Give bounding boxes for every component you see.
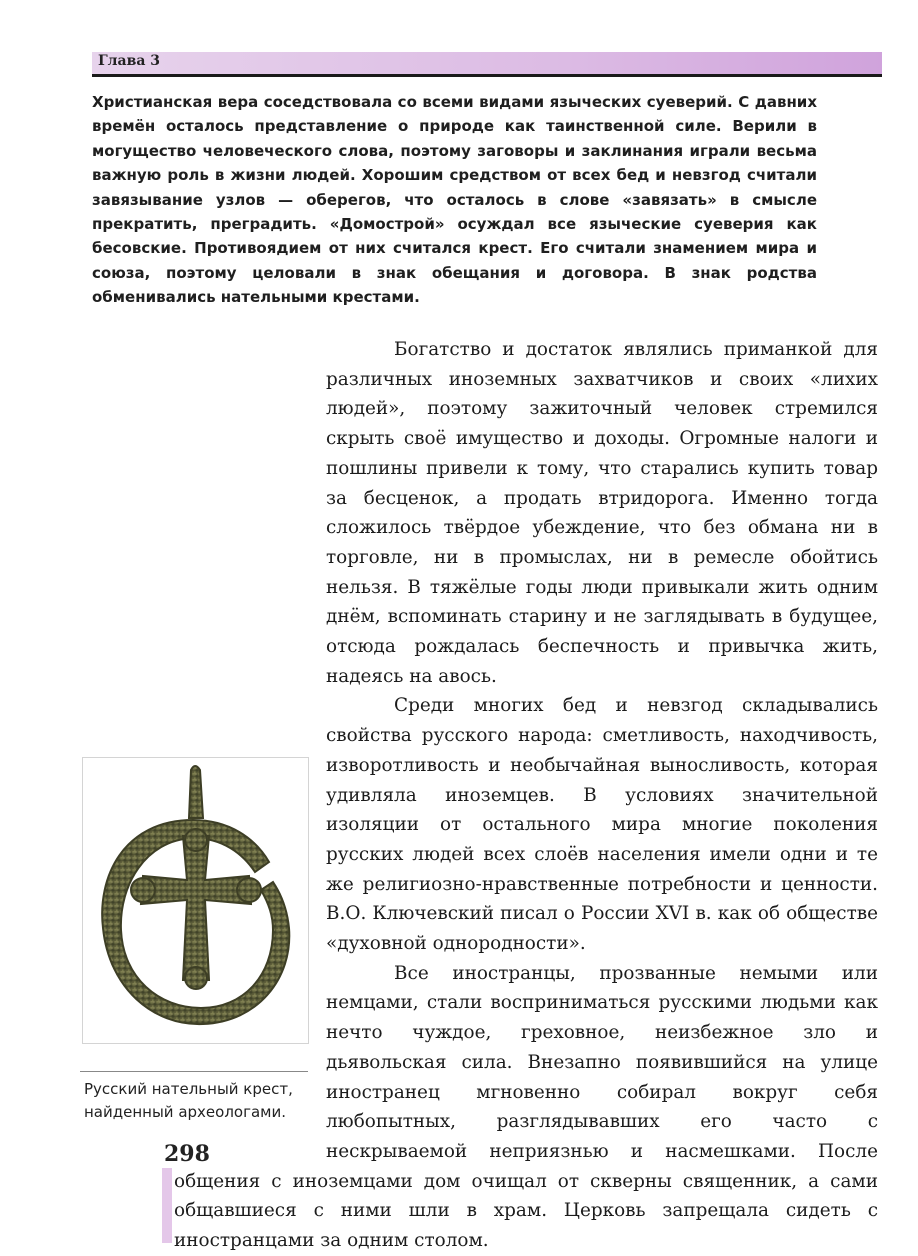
paragraph-qualities: Среди многих бед и невзгод складывались свойства русского народа: сметливость, находчивость, изворотливость и необычайная выносливость, которая удивляла иноземцев. В условиях значительной изоляции от остального мира многие поколения русских людей всех слоёв населения имели одни и те же религиозно-нравственные потребности и ценности. В.О. Ключевский писал о России XVI в. как об обществе «духовной однородности». xyxy=(326,695,878,955)
caption-line-1: Русский нательный крест, xyxy=(84,1080,293,1098)
paragraph-wealth: Богатство и достаток являлись приманкой для различных иноземных захватчиков и своих «лихих людей», поэтому зажиточный человек стремился скрыть своё имущество и доходы. Огромные налоги и пошлины привели к тому, что старались купить товар за бесценок, а продать втридорога. Именно тогда сложилось твёрдое убеждение, что без обмана ни в торговле, ни в промыслах, ни в ремесле обойтись нельзя. В тяжёлые годы люди привыкали жить одним днём, вспоминать старину и не заглядывать в будущее, отсюда рождалась беспечность и привычка жить, надеясь на авось. xyxy=(326,339,878,687)
paragraph-foreigners: Все иностранцы, прозванные немыми или немцами, стали восприниматься русскими людьми как нечто чуждое, греховное, неизбежное зло и дьявольская сила. Внезапно появившийся на улице иностранец мгновенно собирал вокруг себя любопытных, разглядывавших его часто с нескрываемой неприязнью и насмешками. После общения с иноземцами дом очищал от скверны священник, а сами общавшиеся с ними шли в храм. Церковь запрещала сидеть с иностранцами за одним столом. xyxy=(174,962,878,1252)
intro-paragraph: Христианская вера соседствовала со всеми видами языческих суеверий. С давних времён осталось представление о природе как таинственной силе. Верили в могущество человеческого слова, поэтому заговоры и заклинания играли весьма важную роль в жизни людей. Хорошим средством от всех бед и невзгод считали завязывание узлов — оберегов, что осталось в слове «завязать» в смысле прекратить, преградить. «Домострой» осуждал все языческие суеверия как бесовские. Противоядием от них считался крест. Его считали знамением мира и союза, поэтому целовали в знак обещания и договора. В знак родства обменивались нательными крестами. xyxy=(92,93,817,307)
page-number: 298 xyxy=(164,1141,210,1167)
caption-divider xyxy=(80,1071,308,1072)
caption-line-2: найденный археологами. xyxy=(84,1103,286,1121)
chapter-header-bar xyxy=(92,52,882,74)
page-margin-stripe xyxy=(162,1168,172,1243)
figure-caption xyxy=(84,1078,316,1124)
header-divider xyxy=(92,74,882,77)
chapter-title: Глава 3 xyxy=(98,53,161,69)
